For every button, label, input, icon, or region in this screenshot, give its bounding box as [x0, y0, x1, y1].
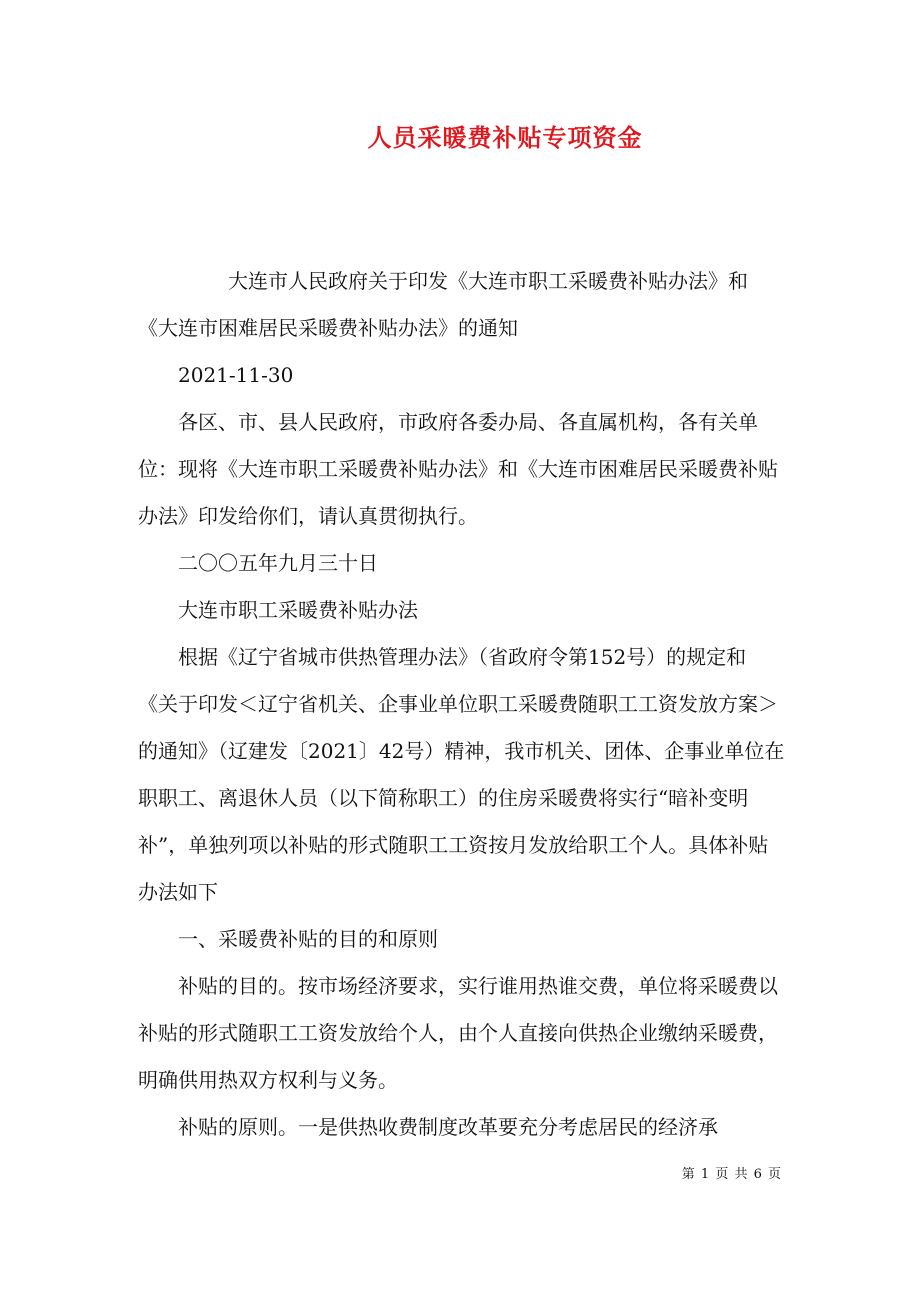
section-title: 大连市职工采暖费补贴办法	[178, 598, 418, 622]
issue-date: 二〇〇五年九月三十日	[178, 551, 378, 575]
paragraph: 各区、市、县人民政府，市政府各委办局、各直属机构，各有关单位：现将《大连市职工采暖费补贴办法》和《大连市困难居民采暖费补贴办法》印发给你们，请认真贯彻执行。	[138, 410, 778, 528]
paragraph: 补贴的原则。一是供热收费制度改革要充分考虑居民的经济承	[178, 1115, 718, 1139]
document-body	[138, 258, 786, 1151]
document-title: 人员采暖费补贴专项资金	[367, 123, 643, 152]
paragraph: 根据《辽宁省城市供热管理办法》（省政府令第152号）的规定和《关于印发＜辽宁省机关、企事业单位职工采暖费随职工工资发放方案＞的通知》（辽建发〔2021〕42号）精神，我市机关、团体、企事业单位在职职工、离退休人员（以下简称职工）的住房采暖费将实行“暗补变明补”，单独列项以补贴的形式随职工工资按月发放给职工个人。具体补贴办法如下	[138, 645, 785, 904]
notice-date: 2021-11-30	[178, 363, 294, 387]
paragraph: 补贴的目的。按市场经济要求，实行谁用热谁交费，单位将采暖费以补贴的形式随职工工资发放给个人，由个人直接向供热企业缴纳采暖费，明确供用热双方权利与义务。	[138, 974, 778, 1092]
notice-heading: 大连市人民政府关于印发《大连市职工采暖费补贴办法》和《大连市困难居民采暖费补贴办法》的通知	[138, 269, 748, 340]
page-number: 第 1 页 共 6 页	[681, 1167, 782, 1182]
subsection-heading: 一、采暖费补贴的目的和原则	[178, 927, 438, 951]
